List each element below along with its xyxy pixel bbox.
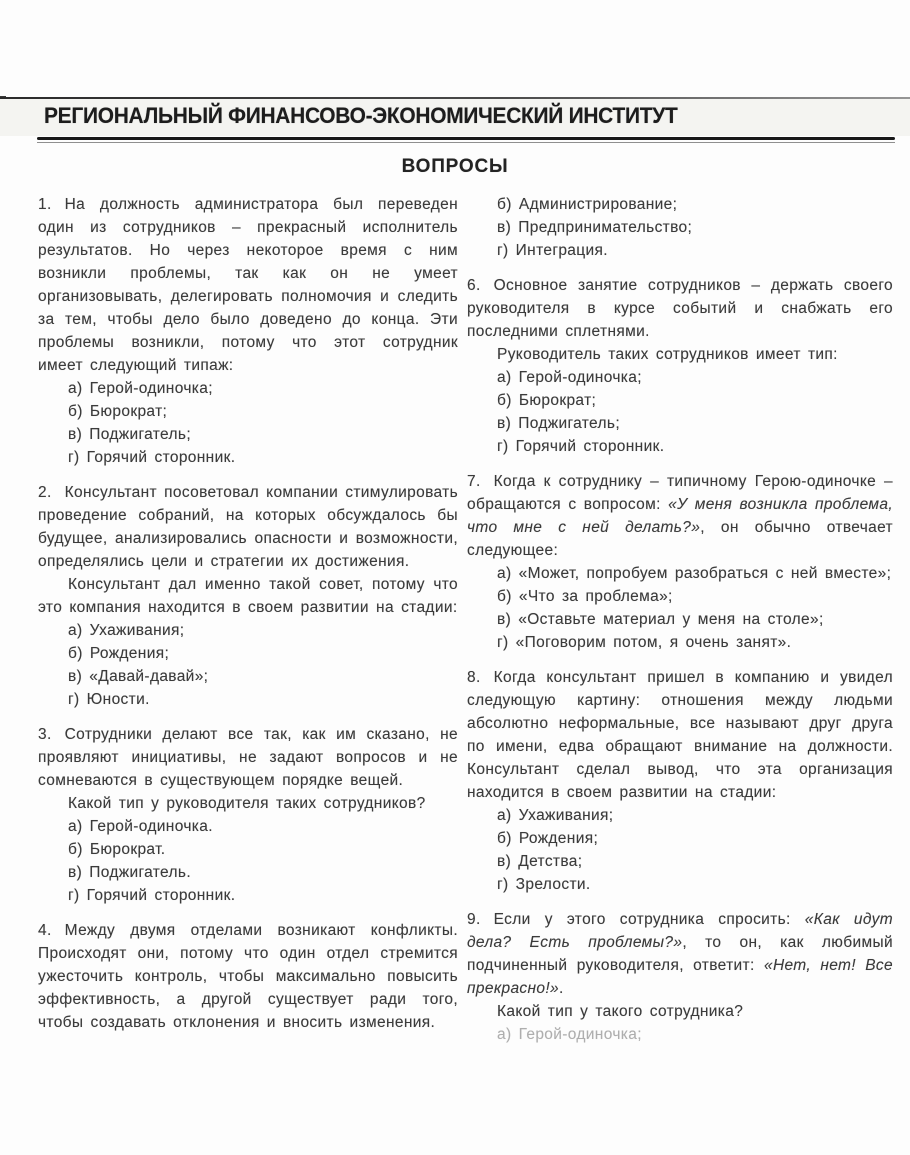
question-9-text: 9. Если у этого сотрудника спросить: «Как идут дела? Есть проблемы?», то он, как любимый подчиненный руководителя, ответит: «Нет, нет! Все прекрасно!». — [467, 911, 894, 997]
question-7-option-v: в) «Оставьте материал у меня на столе»; — [497, 611, 824, 628]
question-8-option-b: б) Рождения; — [497, 830, 599, 847]
question-6-option-g: г) Горячий сторонник. — [497, 438, 665, 455]
question-number: 7. — [467, 473, 481, 490]
right-column — [467, 193, 893, 1044]
question-7-text: 7. Когда к сотруднику – типичному Герою-одиночке – обращаются с вопросом: «У меня возникла проблема, что мне с ней делать?», он обычно отвечает следующее: — [467, 473, 893, 559]
question-3-continuation: Какой тип у руководителя таких сотрудников? — [68, 795, 426, 812]
question-2-option-g: г) Юности. — [68, 691, 150, 708]
question-9-quote-2: «Нет, нет! Все прекрасно!» — [467, 957, 893, 997]
question-4 — [38, 919, 458, 1034]
question-6-continuation: Руководитель таких сотрудников имеет тип: — [497, 346, 838, 363]
left-column — [38, 193, 458, 1046]
question-6-option-v: в) Поджигатель; — [497, 415, 620, 432]
question-2-text: 2. Консультант посоветовал компании стимулировать проведение собраний, на которых обсуждалось бы будущее, анализировались опасности и возможности, определялись цели и стратегии их достижения. — [38, 484, 458, 570]
question-6-option-a: а) Герой-одиночка; — [497, 369, 642, 386]
question-9-option-a-partial: а) Герой-одиночка; — [497, 1026, 642, 1043]
question-1-text: 1. На должность администратора был переведен один из сотрудников – прекрасный исполнитель результатов. Но через некоторое время с ним возникли проблемы, так как он не умеет организовывать, делегировать полномочия и следить за тем, чтобы дело было доведено до конца. Эти проблемы возникли, потому что этот сотрудник имеет следующий типаж: — [38, 196, 458, 374]
question-5-options — [467, 193, 893, 262]
question-7 — [467, 470, 893, 654]
question-6-option-b: б) Бюрократ; — [497, 392, 597, 409]
question-1-option-v: в) Поджигатель; — [68, 426, 191, 443]
question-number: 2. — [38, 484, 52, 501]
question-3-option-b: б) Бюрократ. — [68, 841, 166, 858]
question-number: 8. — [467, 669, 481, 686]
question-8-option-g: г) Зрелости. — [497, 876, 591, 893]
question-3-option-a: а) Герой-одиночка. — [68, 818, 213, 835]
question-2-continuation: Консультант дал именно такой совет, потому что это компания находится в своем развитии на стадии: — [38, 576, 458, 616]
question-5-option-v: в) Предпринимательство; — [497, 219, 693, 236]
question-6 — [467, 274, 893, 458]
question-2-option-a: а) Ухаживания; — [68, 622, 185, 639]
question-5-option-g: г) Интеграция. — [497, 242, 608, 259]
question-3 — [38, 723, 458, 907]
question-1-option-a: а) Герой-одиночка; — [68, 380, 213, 397]
question-3-text: 3. Сотрудники делают все так, как им сказано, не проявляют инициативы, не задают вопросов и не сомневаются в существующем порядке вещей. — [38, 726, 458, 789]
question-8-text: 8. Когда консультант пришел в компанию и увидел следующую картину: отношения между людьми абсолютно неформальные, все называют друг друга по имени, едва обращают внимание на должности. Консультант сделал вывод, что эта организация находится в своем развитии на стадии: — [467, 669, 893, 801]
question-5-option-b: б) Администрирование; — [497, 196, 678, 213]
question-8-option-v: в) Детства; — [497, 853, 583, 870]
question-2-option-b: б) Рождения; — [68, 645, 170, 662]
page-title: ВОПРОСЫ — [401, 156, 509, 177]
question-9-quote-1: «Как идут дела? Есть проблемы?» — [467, 911, 894, 951]
question-4-text: 4. Между двумя отделами возникают конфликты. Происходят они, потому что один отдел стремится ужесточить контроль, чтобы максимально повысить эффективность, а другой существует ради того, чтобы создавать отклонения и вносить изменения. — [38, 922, 458, 1031]
question-7-option-a: а) «Может, попробуем разобраться с ней вместе»; — [497, 565, 892, 582]
institute-name: РЕГИОНАЛЬНЫЙ ФИНАНСОВО-ЭКОНОМИЧЕСКИЙ ИНСТИТУТ — [44, 103, 678, 128]
question-3-option-g: г) Горячий сторонник. — [68, 887, 236, 904]
question-2 — [38, 481, 458, 711]
question-number: 9. — [467, 911, 481, 928]
question-8-option-a: а) Ухаживания; — [497, 807, 614, 824]
question-7-quote: «У меня возникла проблема, что мне с ней делать?» — [467, 496, 893, 536]
header-bottom-rule-echo — [37, 142, 895, 144]
question-8 — [467, 666, 893, 896]
question-1 — [38, 193, 458, 469]
question-1-option-g: г) Горячий сторонник. — [68, 449, 236, 466]
question-number: 6. — [467, 277, 481, 294]
question-9-continuation: Какой тип у такого сотрудника? — [497, 1003, 744, 1020]
question-9 — [467, 908, 894, 1043]
header-bottom-rule — [37, 137, 895, 140]
cut-off-line — [467, 1023, 893, 1043]
question-number: 4. — [38, 922, 52, 939]
question-number: 1. — [38, 196, 52, 213]
question-3-option-v: в) Поджигатель. — [68, 864, 191, 881]
question-6-text: 6. Основное занятие сотрудников – держать своего руководителя в курсе событий и снабжать его последними сплетнями. — [467, 277, 893, 340]
question-number: 3. — [38, 726, 52, 743]
question-7-option-g: г) «Поговорим потом, я очень занят». — [497, 634, 792, 651]
question-1-option-b: б) Бюрократ; — [68, 403, 168, 420]
question-2-option-v: в) «Давай-давай»; — [68, 668, 209, 685]
question-7-option-b: б) «Что за проблема»; — [497, 588, 673, 605]
